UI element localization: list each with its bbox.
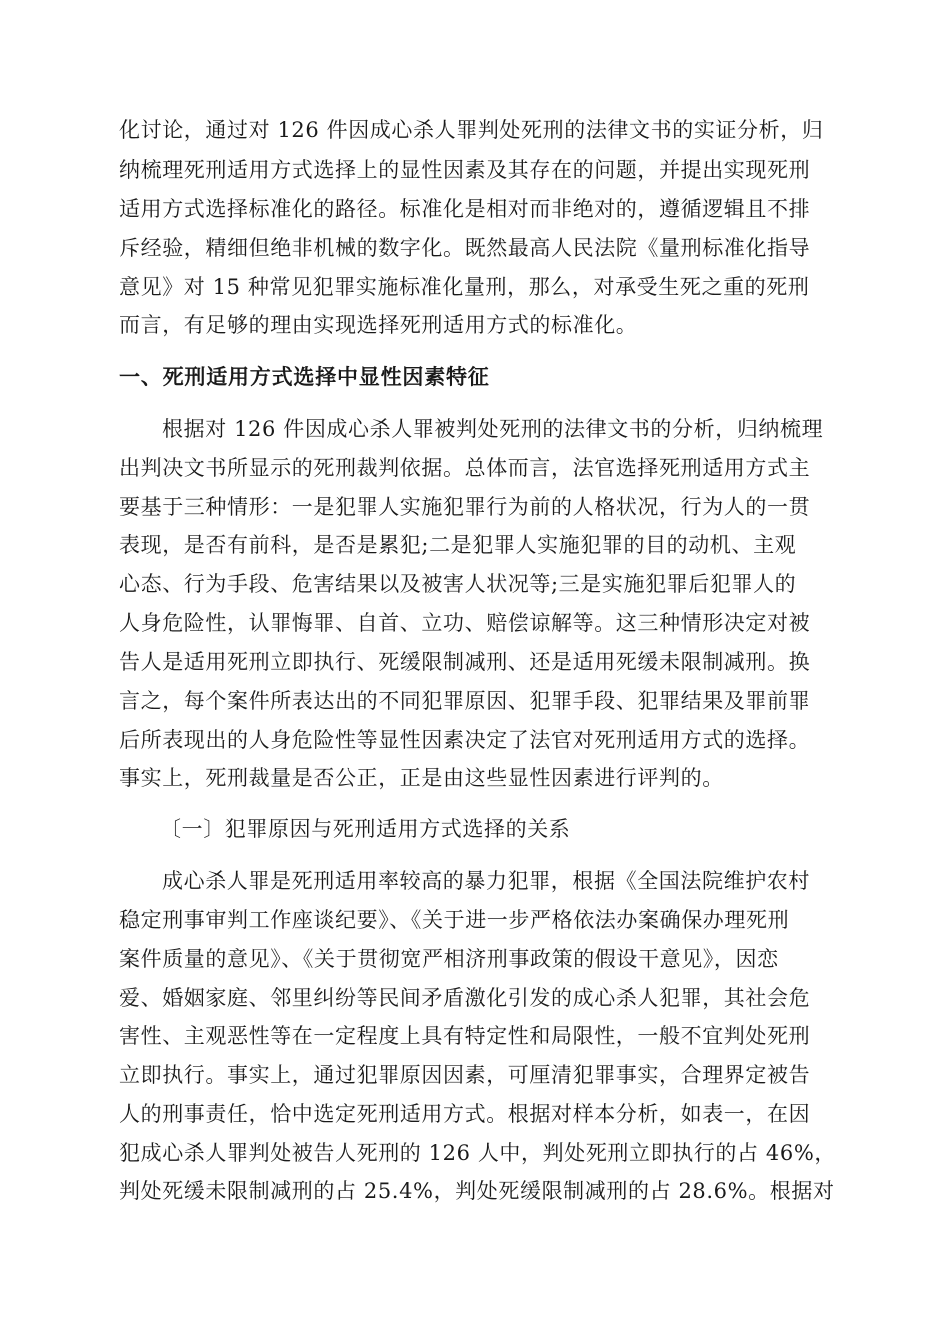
subsection-heading: 〔一〕犯罪原因与死刑适用方式选择的关系 <box>160 817 571 841</box>
text-line: 纳梳理死刑适用方式选择上的显性因素及其存在的问题，并提出实现死刑 <box>119 158 811 182</box>
text-line: 犯成心杀人罪判处被告人死刑的 126 人中，判处死刑立即执行的占 46%， <box>119 1141 836 1165</box>
text-line: 人身危险性，认罪悔罪、自首、立功、赔偿谅解等。这三种情形决定对被 <box>119 611 811 635</box>
text-line: 表现，是否有前科，是否是累犯;二是犯罪人实施犯罪的目的动机、主观 <box>119 533 797 557</box>
text-line: 意见》对 15 种常见犯罪实施标准化量刑，那么，对承受生死之重的死刑 <box>119 275 810 299</box>
text-line: 爱、婚姻家庭、邻里纠纷等民间矛盾激化引发的成心杀人犯罪，其社会危 <box>119 986 811 1010</box>
text-line: 人的刑事责任，恰中选定死刑适用方式。根据对样本分析，如表一，在因 <box>119 1102 811 1126</box>
text-line: 要基于三种情形：一是犯罪人实施犯罪行为前的人格状况，行为人的一贯 <box>119 495 811 519</box>
text-line: 立即执行。事实上，通过犯罪原因因素，可厘清犯罪事实，合理界定被告 <box>119 1063 811 1087</box>
text-line: 心态、行为手段、危害结果以及被害人状况等;三是实施犯罪后犯罪人的 <box>119 572 797 596</box>
text-line: 出判决文书所显示的死刑裁判依据。总体而言，法官选择死刑适用方式主 <box>119 456 811 480</box>
text-line: 后所表现出的人身危险性等显性因素决定了法官对死刑适用方式的选择。 <box>119 728 811 752</box>
text-line: 成心杀人罪是死刑适用率较高的暴力犯罪，根据《全国法院维护农村 <box>162 869 810 893</box>
section-heading: 一、死刑适用方式选择中显性因素特征 <box>119 365 490 389</box>
text-line: 化讨论，通过对 126 件因成心杀人罪判处死刑的法律文书的实证分析，归 <box>119 118 824 142</box>
text-line: 案件质量的意见》、《关于贯彻宽严相济刑事政策的假设干意见》，因恋 <box>119 947 779 971</box>
text-line: 害性、主观恶性等在一定程度上具有特定性和局限性，一般不宜判处死刑 <box>119 1024 811 1048</box>
text-line: 言之，每个案件所表达出的不同犯罪原因、犯罪手段、犯罪结果及罪前罪 <box>119 689 811 713</box>
text-line: 斥经验，精细但绝非机械的数字化。既然最高人民法院《量刑标准化指导 <box>119 236 811 260</box>
text-line: 根据对 126 件因成心杀人罪被判处死刑的法律文书的分析，归纳梳理 <box>162 417 824 441</box>
text-line: 告人是适用死刑立即执行、死缓限制减刑、还是适用死缓未限制减刑。换 <box>119 650 811 674</box>
text-line: 事实上，死刑裁量是否公正，正是由这些显性因素进行评判的。 <box>119 766 724 790</box>
text-line: 判处死缓未限制减刑的占 25.4%，判处死缓限制减刑的占 28.6%。根据对 <box>119 1179 835 1203</box>
text-line: 适用方式选择标准化的路径。标准化是相对而非绝对的，遵循逻辑且不排 <box>119 197 811 221</box>
text-line: 而言，有足够的理由实现选择死刑适用方式的标准化。 <box>119 313 638 337</box>
text-line: 稳定刑事审判工作座谈纪要》、《关于进一步严格依法办案确保办理死刑 <box>119 908 790 932</box>
